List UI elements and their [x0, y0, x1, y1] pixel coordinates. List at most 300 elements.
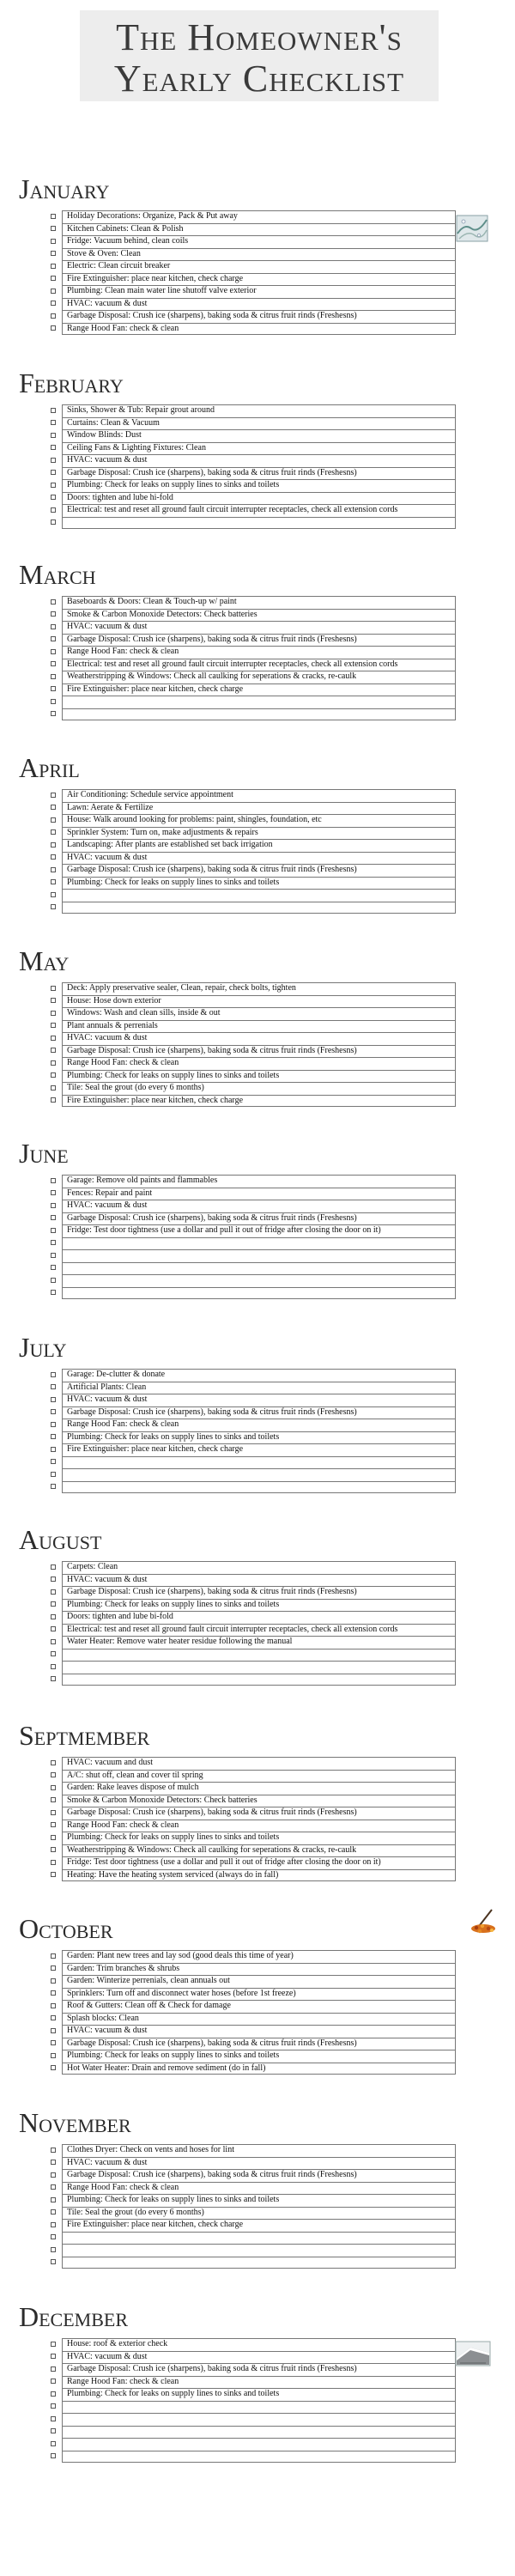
checklist-row	[51, 839, 456, 852]
task-text: Hot Water Heater: Drain and remove sediment (do in fall)	[67, 2063, 266, 2073]
checkbox[interactable]	[51, 1872, 56, 1877]
checkbox[interactable]	[51, 1639, 56, 1644]
checkbox[interactable]	[51, 817, 56, 823]
row-line	[62, 1249, 456, 1262]
checkbox[interactable]	[51, 1760, 56, 1765]
checklist-row	[51, 659, 456, 671]
month-heading: June	[19, 1138, 69, 1169]
row-line	[62, 2413, 456, 2426]
task-text: Garden: Rake leaves dispose of mulch	[67, 1783, 199, 1792]
task-text: Garbage Disposal: Crush ice (sharpens), baking soda & citrus fruit rinds (Freshesns)	[67, 865, 357, 874]
checkbox[interactable]	[51, 1676, 56, 1681]
task-text: Garbage Disposal: Crush ice (sharpens), baking soda & citrus fruit rinds (Freshesns)	[67, 2364, 357, 2373]
checkbox[interactable]	[51, 1978, 56, 1984]
checklist-list	[51, 596, 456, 720]
checklist-row	[51, 2351, 456, 2364]
task-text: Carpets: Clean	[67, 1562, 118, 1571]
checklist-row	[51, 2413, 456, 2426]
task-text: HVAC: vacuum & dust	[67, 622, 148, 631]
row-line	[62, 696, 456, 708]
task-text: Lawn: Aerate & Fertilize	[67, 802, 154, 812]
checklist-row	[51, 1456, 456, 1469]
checklist-row	[51, 2169, 456, 2182]
checklist-row	[51, 2025, 456, 2038]
task-text: Garbage Disposal: Crush ice (sharpens), baking soda & citrus fruit rinds (Freshesns)	[67, 2038, 357, 2048]
checkbox[interactable]	[51, 2040, 56, 2045]
checkbox[interactable]	[51, 2391, 56, 2397]
checklist-row	[51, 2050, 456, 2063]
task-text: HVAC: vacuum & dust	[67, 1033, 148, 1042]
checkbox[interactable]	[51, 2259, 56, 2264]
checkbox[interactable]	[51, 879, 56, 884]
checklist-row	[51, 2338, 456, 2351]
checkbox[interactable]	[51, 2053, 56, 2058]
checklist-row	[51, 2219, 456, 2232]
row-line	[62, 2426, 456, 2439]
task-text: Garbage Disposal: Crush ice (sharpens), baking soda & citrus fruit rinds (Freshesns)	[67, 1406, 357, 1417]
checklist-row	[51, 708, 456, 721]
checkbox[interactable]	[51, 1564, 56, 1570]
checkbox[interactable]	[51, 251, 56, 256]
checkbox[interactable]	[51, 507, 56, 513]
task-text: Fridge: Test door tightness (use a dollar and pull it out of fridge after closing the door on it)	[67, 1857, 381, 1867]
checklist-row	[51, 1406, 456, 1419]
checkbox[interactable]	[51, 2015, 56, 2020]
checklist-row	[51, 1443, 456, 1456]
checkbox[interactable]	[51, 1228, 56, 1233]
checkbox[interactable]	[51, 276, 56, 281]
checkbox[interactable]	[51, 2003, 56, 2008]
row-line	[62, 1468, 456, 1481]
checklist-row	[51, 1624, 456, 1637]
month-heading: December	[19, 2301, 129, 2332]
task-text: Holiday Decorations: Organize, Pack & Put away	[67, 211, 238, 221]
checkbox[interactable]	[51, 470, 56, 475]
checkbox[interactable]	[51, 1797, 56, 1802]
task-text: Range Hood Fan: check & clean	[67, 1419, 179, 1429]
checkbox[interactable]	[51, 1990, 56, 1996]
task-text: HVAC: vacuum & dust	[67, 1574, 148, 1584]
row-line	[62, 1561, 456, 1574]
checklist-row	[51, 1807, 456, 1820]
task-text: Garden: Trim branches & shrubs	[67, 1963, 180, 1973]
checkbox[interactable]	[51, 458, 56, 463]
checkbox[interactable]	[51, 1822, 56, 1827]
task-text: Windows: Wash and clean sills, inside & out	[67, 1008, 221, 1018]
checkbox[interactable]	[51, 2379, 56, 2384]
checkbox[interactable]	[51, 867, 56, 872]
task-text: HVAC: vacuum & dust	[67, 2157, 148, 2167]
checklist-row	[51, 1082, 456, 1095]
task-text: Garbage Disposal: Crush ice (sharpens), baking soda & citrus fruit rinds (Freshesns)	[67, 634, 357, 644]
checklist-row	[51, 1095, 456, 1108]
task-text: Plumbing: Check for leaks on supply lines to sinks and toilets	[67, 480, 280, 489]
checkbox[interactable]	[51, 1472, 56, 1477]
checklist-row	[51, 2182, 456, 2195]
checklist-row	[51, 609, 456, 622]
checkbox[interactable]	[51, 1097, 56, 1103]
checkbox[interactable]	[51, 686, 56, 691]
checklist-row	[51, 2376, 456, 2389]
checkbox[interactable]	[51, 2453, 56, 2458]
task-text: Roof & Gutters: Clean off & Check for damage	[67, 2001, 231, 2010]
checkbox[interactable]	[51, 519, 56, 525]
checkbox[interactable]	[51, 289, 56, 294]
task-text: Range Hood Fan: check & clean	[67, 1058, 179, 1067]
checkbox[interactable]	[51, 624, 56, 629]
checkbox[interactable]	[51, 1664, 56, 1669]
checkbox[interactable]	[51, 2441, 56, 2446]
row-line	[62, 1456, 456, 1469]
checklist-row	[51, 789, 456, 802]
month-heading: November	[19, 2107, 131, 2138]
checkbox[interactable]	[51, 1409, 56, 1414]
checklist-row	[51, 852, 456, 865]
checkbox[interactable]	[51, 1651, 56, 1656]
checkbox[interactable]	[51, 2184, 56, 2190]
checkbox[interactable]	[51, 1860, 56, 1865]
task-text: Electrical: test and reset all ground fault circuit interrupter receptacles, check all extension cords	[67, 1624, 398, 1634]
task-text: Fire Extinguisher: place near kitchen, check charge	[67, 683, 244, 694]
checklist-row	[51, 1950, 456, 1963]
checkbox[interactable]	[51, 1384, 56, 1389]
task-text: Plumbing: Check for leaks on supply lines to sinks and toilets	[67, 1599, 280, 1609]
checklist-row	[51, 1561, 456, 1574]
checkbox[interactable]	[51, 2403, 56, 2409]
task-text: HVAC: vacuum & dust	[67, 1200, 148, 1210]
checkbox[interactable]	[51, 1810, 56, 1815]
checkbox[interactable]	[51, 711, 56, 716]
task-text: Garden: Plant new trees and lay sod (good deals this time of year)	[67, 1951, 294, 1960]
checklist-row	[51, 1574, 456, 1587]
checkbox[interactable]	[51, 313, 56, 319]
checklist-row	[51, 696, 456, 708]
task-text: House: Walk around looking for problems: paint, shingles, foundation, etc	[67, 815, 322, 824]
checkbox[interactable]	[51, 1072, 56, 1078]
checkbox[interactable]	[51, 1785, 56, 1790]
checkbox[interactable]	[51, 1240, 56, 1245]
row-line	[62, 517, 456, 530]
task-text: Ceiling Fans & Lighting Fixtures: Clean	[67, 442, 206, 453]
checklist-row	[51, 2013, 456, 2026]
checklist-row	[51, 517, 456, 530]
checklist-row	[51, 454, 456, 467]
checklist-row	[51, 2438, 456, 2451]
task-text: Doors: tighten and lube bi-fold	[67, 1612, 173, 1621]
checkbox[interactable]	[51, 1589, 56, 1595]
checklist-row	[51, 1175, 456, 1188]
checkbox[interactable]	[51, 1626, 56, 1631]
checkbox[interactable]	[51, 1011, 56, 1016]
checklist-list	[51, 404, 456, 529]
task-text: Garbage Disposal: Crush ice (sharpens), baking soda & citrus fruit rinds (Freshesns)	[67, 2170, 357, 2179]
checkbox[interactable]	[51, 2222, 56, 2227]
checklist-row	[51, 467, 456, 480]
checklist-row	[51, 683, 456, 696]
task-text: Plant annuals & perrenials	[67, 1020, 158, 1030]
checklist-row	[51, 1795, 456, 1807]
checkbox[interactable]	[51, 1060, 56, 1066]
checkbox[interactable]	[51, 495, 56, 500]
checkbox[interactable]	[51, 1577, 56, 1582]
checklist-row	[51, 1599, 456, 1612]
checklist-list	[51, 2338, 456, 2463]
checkbox[interactable]	[51, 420, 56, 425]
checkbox[interactable]	[51, 1422, 56, 1427]
checkbox[interactable]	[51, 2160, 56, 2165]
checkbox[interactable]	[51, 1484, 56, 1489]
task-text: Range Hood Fan: check & clean	[67, 1820, 179, 1830]
checkbox[interactable]	[51, 904, 56, 909]
checkbox[interactable]	[51, 699, 56, 704]
checklist-row	[51, 1007, 456, 1020]
checklist-row	[51, 235, 456, 248]
task-text: HVAC: vacuum & dust	[67, 455, 148, 465]
task-text: Weatherstripping & Windows: Check all caulking for seperations & cracks, re-caulk	[67, 671, 357, 681]
task-text: Smoke & Carbon Monoxide Detectors: Check batteries	[67, 609, 258, 619]
checkbox[interactable]	[51, 264, 56, 269]
checklist-row	[51, 1237, 456, 1250]
checklist-row	[51, 1057, 456, 1070]
checkbox[interactable]	[51, 2354, 56, 2359]
month-heading: July	[19, 1332, 67, 1363]
checklist-row	[51, 1394, 456, 1406]
checkbox[interactable]	[51, 661, 56, 666]
checklist-row	[51, 285, 456, 298]
month-heading: April	[19, 752, 80, 783]
row-line	[62, 1481, 456, 1494]
task-text: Fridge: Test door tightness (use a dollar and pull it out of fridge after closing the door on it)	[67, 1225, 381, 1235]
month-heading: Septmember	[19, 1720, 150, 1751]
checkbox[interactable]	[51, 1847, 56, 1852]
checkbox[interactable]	[51, 892, 56, 897]
checklist-row	[51, 1963, 456, 1976]
checkbox[interactable]	[51, 805, 56, 810]
checklist-row	[51, 2257, 456, 2269]
task-text: Deck: Apply preservative sealer, Clean, repair, check bolts, tighten	[67, 983, 296, 993]
checklist-row	[51, 1020, 456, 1033]
checklist-row	[51, 504, 456, 517]
task-text: Sprinklers: Turn off and disconnect water hoses (before 1st freeze)	[67, 1988, 296, 1998]
checklist-list	[51, 1950, 456, 2075]
checklist-row	[51, 417, 456, 430]
checkbox[interactable]	[51, 2234, 56, 2239]
checklist-row	[51, 877, 456, 890]
checkbox[interactable]	[51, 998, 56, 1003]
month-heading: August	[19, 1524, 102, 1555]
row-line	[62, 889, 456, 902]
checklist-row	[51, 2038, 456, 2050]
task-text: Garbage Disposal: Crush ice (sharpens), baking soda & citrus fruit rinds (Freshesns)	[67, 311, 357, 320]
checkbox[interactable]	[51, 1190, 56, 1195]
checkbox[interactable]	[51, 226, 56, 231]
task-text: Range Hood Fan: check & clean	[67, 647, 179, 656]
checklist-row	[51, 802, 456, 815]
checkbox[interactable]	[51, 636, 56, 641]
checkbox[interactable]	[51, 611, 56, 617]
task-text: Garage: Remove old paints and flammables	[67, 1176, 218, 1185]
checklist-row	[51, 404, 456, 417]
checklist-row	[51, 323, 456, 336]
checklist-list	[51, 210, 456, 335]
checkbox[interactable]	[51, 1023, 56, 1028]
checklist-list	[51, 1369, 456, 1493]
title-line-2: Yearly Checklist	[113, 58, 405, 100]
row-line	[62, 2438, 456, 2451]
checklist-row	[51, 814, 456, 827]
checkbox[interactable]	[51, 674, 56, 679]
checkbox[interactable]	[51, 445, 56, 450]
checkbox[interactable]	[51, 2209, 56, 2215]
checkbox[interactable]	[51, 842, 56, 848]
checkbox[interactable]	[51, 1953, 56, 1959]
checkbox[interactable]	[51, 1036, 56, 1041]
checklist-row	[51, 827, 456, 840]
checkbox[interactable]	[51, 1614, 56, 1619]
checklist-row	[51, 2207, 456, 2220]
checklist-row	[51, 1045, 456, 1058]
checkbox[interactable]	[51, 2065, 56, 2070]
checkbox[interactable]	[51, 483, 56, 488]
row-line	[62, 708, 456, 721]
checkbox[interactable]	[51, 1372, 56, 1377]
checkbox[interactable]	[51, 793, 56, 798]
task-text: Plumbing: Check for leaks on supply lines to sinks and toilets	[67, 2050, 280, 2060]
checkbox[interactable]	[51, 325, 56, 331]
task-text: Stove & Oven: Clean	[67, 248, 141, 258]
checklist-row	[51, 1757, 456, 1770]
task-text: HVAC: vacuum & dust	[67, 2351, 148, 2361]
checkbox[interactable]	[51, 1397, 56, 1402]
checklist-row	[51, 1224, 456, 1237]
checkbox[interactable]	[51, 1290, 56, 1295]
checkbox[interactable]	[51, 1601, 56, 1607]
task-text: Fire Extinguisher: place near kitchen, check charge	[67, 1095, 244, 1105]
task-text: Electric: Clean circuit breaker	[67, 261, 171, 270]
checkbox[interactable]	[51, 1265, 56, 1270]
month-heading: May	[19, 945, 70, 976]
checkbox[interactable]	[51, 2197, 56, 2202]
checklist-row	[51, 298, 456, 311]
checkbox[interactable]	[51, 2342, 56, 2347]
task-text: Air Conditioning: Schedule service appointment	[67, 790, 233, 799]
checklist-row	[51, 902, 456, 914]
checkbox[interactable]	[51, 599, 56, 605]
row-line	[62, 1649, 456, 1662]
checkbox[interactable]	[51, 408, 56, 413]
task-text: House: roof & exterior check	[67, 2339, 168, 2348]
checkbox[interactable]	[51, 986, 56, 991]
checklist-row	[51, 442, 456, 455]
checklist-row	[51, 2401, 456, 2414]
checklist-row	[51, 1674, 456, 1686]
checkbox[interactable]	[51, 1965, 56, 1971]
checklist-row	[51, 634, 456, 647]
task-text: Splash blocks: Clean	[67, 2013, 139, 2023]
checkbox[interactable]	[51, 829, 56, 835]
checkbox[interactable]	[51, 1048, 56, 1053]
checklist-row	[51, 1274, 456, 1287]
checkbox[interactable]	[51, 214, 56, 219]
checklist-row	[51, 1770, 456, 1783]
checklist-row	[51, 1468, 456, 1481]
checklist-row	[51, 2000, 456, 2013]
task-text: A/C: shut off, clean and cover til spring	[67, 1770, 203, 1780]
checklist-row	[51, 889, 456, 902]
month-heading: October	[19, 1913, 113, 1944]
checkbox[interactable]	[51, 2172, 56, 2178]
checkbox[interactable]	[51, 1203, 56, 1208]
checkbox[interactable]	[51, 1434, 56, 1439]
checkbox[interactable]	[51, 2428, 56, 2433]
checkbox[interactable]	[51, 1253, 56, 1258]
row-line	[62, 2244, 456, 2257]
checkbox[interactable]	[51, 1835, 56, 1840]
task-text: Garbage Disposal: Crush ice (sharpens), baking soda & citrus fruit rinds (Freshesns)	[67, 1807, 357, 1817]
task-text: HVAC: vacuum & dust	[67, 1394, 148, 1404]
checkbox[interactable]	[51, 1278, 56, 1283]
checklist-row	[51, 1636, 456, 1649]
checklist-row	[51, 1856, 456, 1869]
checkbox[interactable]	[51, 239, 56, 244]
checklist-row	[51, 1382, 456, 1394]
checkbox[interactable]	[51, 2247, 56, 2252]
checklist-row	[51, 995, 456, 1008]
checkbox[interactable]	[51, 649, 56, 654]
checklist-row	[51, 2363, 456, 2376]
checkbox[interactable]	[51, 2416, 56, 2421]
month-heading: March	[19, 559, 96, 590]
checkbox[interactable]	[51, 1178, 56, 1183]
checkbox[interactable]	[51, 1772, 56, 1777]
checklist-row	[51, 492, 456, 505]
row-line	[62, 902, 456, 914]
task-text: Garbage Disposal: Crush ice (sharpens), baking soda & citrus fruit rinds (Freshesns)	[67, 1212, 357, 1223]
checklist-row	[51, 1032, 456, 1045]
checklist-row	[51, 429, 456, 442]
task-text: Smoke & Carbon Monoxide Detectors: Check batteries	[67, 1795, 258, 1805]
checkbox[interactable]	[51, 433, 56, 438]
task-text: Range Hood Fan: check & clean	[67, 2376, 179, 2386]
checkbox[interactable]	[51, 2366, 56, 2372]
task-text: Electrical: test and reset all ground fault circuit interrupter receptacles, check all extension cords	[67, 505, 398, 514]
checkbox[interactable]	[51, 1085, 56, 1091]
task-text: Clothes Dryer: Check on vents and hoses for lint	[67, 2145, 234, 2154]
checklist-list	[51, 2144, 456, 2269]
checkbox[interactable]	[51, 1447, 56, 1452]
row-line	[62, 1274, 456, 1287]
task-text: Garbage Disposal: Crush ice (sharpens), baking soda & citrus fruit rinds (Freshesns)	[67, 1587, 357, 1596]
checkbox[interactable]	[51, 1459, 56, 1464]
task-text: Garage: De-clutter & donate	[67, 1370, 166, 1379]
checklist-row	[51, 1369, 456, 1382]
checklist-row	[51, 210, 456, 223]
row-line	[62, 2401, 456, 2414]
checklist-row	[51, 2157, 456, 2170]
row-line	[62, 2451, 456, 2464]
task-text: HVAC: vacuum & dust	[67, 2026, 148, 2035]
checkbox[interactable]	[51, 2148, 56, 2153]
checkbox[interactable]	[51, 2028, 56, 2033]
checklist-row	[51, 1661, 456, 1674]
task-text: House: Hose down exterior	[67, 995, 161, 1005]
checkbox[interactable]	[51, 854, 56, 860]
task-text: Tile: Seal the grout (do every 6 months)	[67, 1083, 204, 1092]
checklist-row	[51, 260, 456, 273]
checkbox[interactable]	[51, 301, 56, 306]
task-text: Heating: Have the heating system serviced (always do in fall)	[67, 1869, 279, 1880]
checkbox[interactable]	[51, 1215, 56, 1220]
